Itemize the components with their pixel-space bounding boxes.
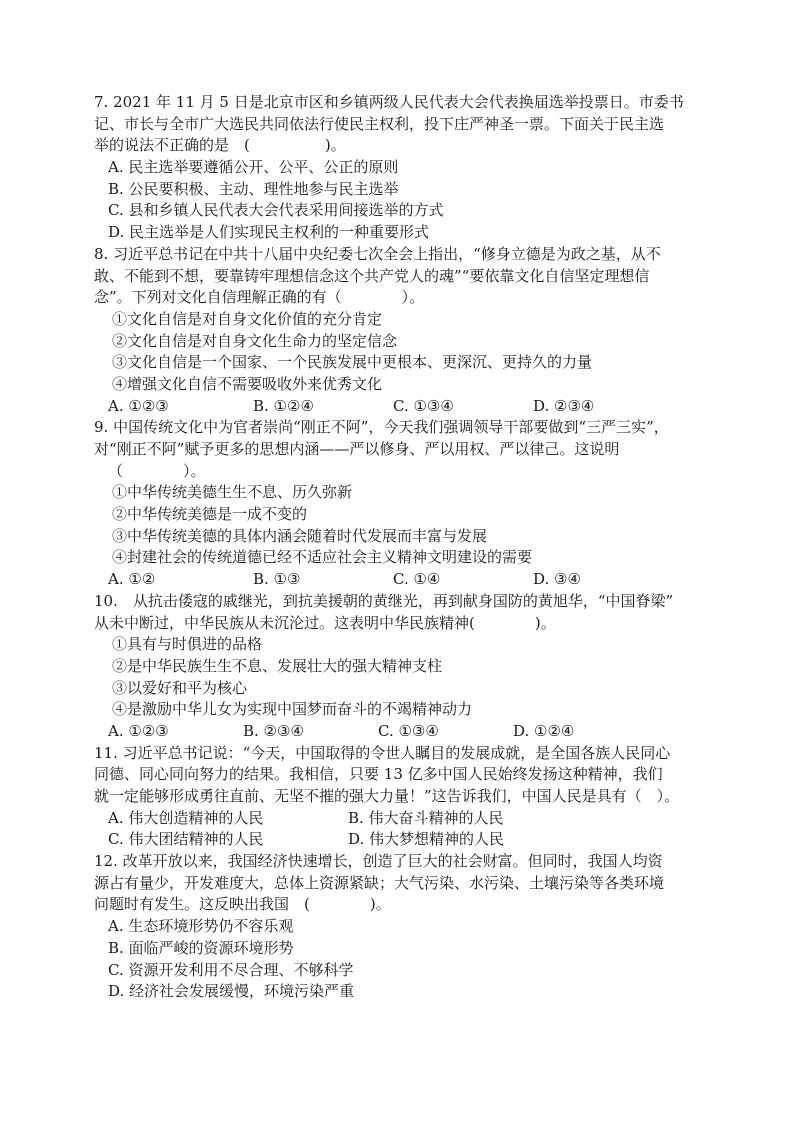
statement-1: ①中华传统美德生生不息、历久弥新 — [112, 483, 353, 502]
question-stem-line: 举的说法不正确的是 ( )。 — [94, 136, 346, 155]
statement-4: ④增强文化自信不需要吸收外来优秀文化 — [112, 374, 383, 393]
question-11 — [94, 743, 714, 851]
option-b: B. ①②④ — [253, 396, 314, 415]
question-9 — [94, 417, 714, 591]
question-stem-line: （ ）。 — [108, 461, 206, 480]
option-d: D. 经济社会发展缓慢，环境污染严重 — [108, 982, 355, 1001]
question-stem-line: 11. 习近平总书记说：“今天，中国取得的令世人瞩目的发展成就，是全国各族人民同心 — [94, 743, 671, 762]
option-b: B. 面临严峻的资源环境形势 — [108, 938, 294, 957]
statement-3: ③中华传统美德的具体内涵会随着时代发展而丰富与发展 — [112, 526, 488, 545]
question-stem-line: 对“刚正不阿”赋予更多的思想内涵——严以修身、严以用权、严以律己。这说明 — [94, 440, 620, 458]
question-8 — [94, 244, 714, 418]
option-c: C. 资源开发利用不尽合理、不够科学 — [108, 960, 354, 979]
option-b: B. ①③ — [253, 570, 301, 589]
question-stem-line: 就一定能够形成勇往直前、无坚不摧的强大力量！”这告诉我们，中国人民是具有（ ）。 — [94, 787, 680, 805]
option-d: D. 民主选举是人们实现民主权利的一种重要形式 — [108, 223, 430, 242]
option-a: A. ①② — [108, 570, 156, 589]
option-c: C. ①③④ — [393, 396, 454, 415]
option-c: C. 伟大团结精神的人民 — [108, 830, 264, 849]
statement-2: ②是中华民族生生不息、发展壮大的强大精神支柱 — [112, 656, 443, 675]
options-row — [94, 808, 714, 830]
option-b: B. 公民要积极、主动、理性地参与民主选举 — [108, 179, 399, 198]
statement-2: ②文化自信是对自身文化生命力的坚定信念 — [112, 331, 398, 350]
option-b: B. 伟大奋斗精神的人民 — [348, 808, 504, 827]
question-stem-line: 7. 2021 年 11 月 5 日是北京市区和乡镇两级人民代表大会代表换届选举投票日。市委书 — [94, 93, 684, 111]
option-d: D. ①②④ — [513, 721, 575, 740]
question-stem-line: 源占有量少，开发难度大，总体上资源紧缺；大气污染、水污染、土壤污染等各类环境 — [94, 873, 665, 892]
option-d: D. ②③④ — [533, 396, 595, 415]
question-stem-line: 同德、同心同向努力的结果。我相信，只要 13 亿多中国人民始终发扬这种精神，我们 — [94, 765, 663, 784]
statement-1: ①具有与时俱进的品格 — [112, 635, 263, 654]
question-10 — [94, 591, 714, 743]
options-row — [94, 721, 714, 743]
statement-3: ③以爱好和平为核心 — [112, 678, 248, 697]
question-12 — [94, 851, 714, 1003]
question-stem-line: 问题时有发生。这反映出我国 ( )。 — [94, 895, 391, 914]
option-a: A. ①②③ — [108, 396, 169, 415]
question-stem-line: 敢、不能到不想，要靠铸牢理想信念这个共产党人的魂”“要依靠文化自信坚定理想信 — [94, 266, 650, 285]
statement-3: ③文化自信是一个国家、一个民族发展中更根本、更深沉、更持久的力量 — [112, 353, 593, 372]
statement-1: ①文化自信是对自身文化价值的充分肯定 — [112, 309, 383, 328]
statement-2: ②中华传统美德是一成不变的 — [112, 505, 308, 524]
option-b: B. ②③④ — [243, 721, 304, 740]
question-stem-line: 从未中断过，中华民族从未沉沦过。这表明中华民族精神( )。 — [94, 613, 556, 632]
option-d: D. 伟大梦想精神的人民 — [348, 830, 505, 849]
option-c: C. 县和乡镇人民代表大会代表采用间接选举的方式 — [108, 201, 444, 220]
option-c: C. ①③④ — [378, 721, 439, 740]
question-stem-line: 记、市长与全市广大选民共同依法行使民主权利，投下庄严神圣一票。下面关于民主选 — [94, 114, 665, 133]
option-a: A. ①②③ — [108, 721, 169, 740]
option-c: C. ①④ — [393, 570, 441, 589]
option-a: A. 生态环境形势仍不容乐观 — [108, 917, 294, 936]
question-stem-line: 8. 习近平总书记在中共十八届中央纪委七次全会上指出，“修身立德是为政之基，从不 — [94, 244, 661, 263]
options-row — [94, 569, 714, 591]
options-row — [94, 829, 714, 851]
option-a: A. 民主选举要遵循公开、公平、公正的原则 — [108, 158, 399, 177]
question-stem-line: 念”。下列对文化自信理解正确的有（ ）。 — [94, 288, 425, 307]
options-row — [94, 396, 714, 418]
question-stem-line: 10. 从抗击倭寇的戚继光，到抗美援朝的黄继光，再到献身国防的黄旭华，“中国脊梁” — [94, 591, 674, 610]
option-d: D. ③④ — [533, 570, 581, 589]
statement-4: ④封建社会的传统道德已经不适应社会主义精神文明建设的需要 — [112, 548, 533, 567]
exam-page — [94, 92, 714, 1003]
question-stem-line: 12. 改革开放以来，我国经济快速增长，创造了巨大的社会财富。但同时，我国人均资 — [94, 852, 663, 871]
statement-4: ④是激励中华儿女为实现中国梦而奋斗的不竭精神动力 — [112, 700, 473, 719]
question-stem-line: 9. 中国传统文化中为官者崇尚“刚正不阿”，今天我们强调领导干部要做到“三严三实”， — [94, 418, 669, 437]
question-7 — [94, 92, 714, 244]
option-a: A. 伟大创造精神的人民 — [108, 808, 264, 827]
